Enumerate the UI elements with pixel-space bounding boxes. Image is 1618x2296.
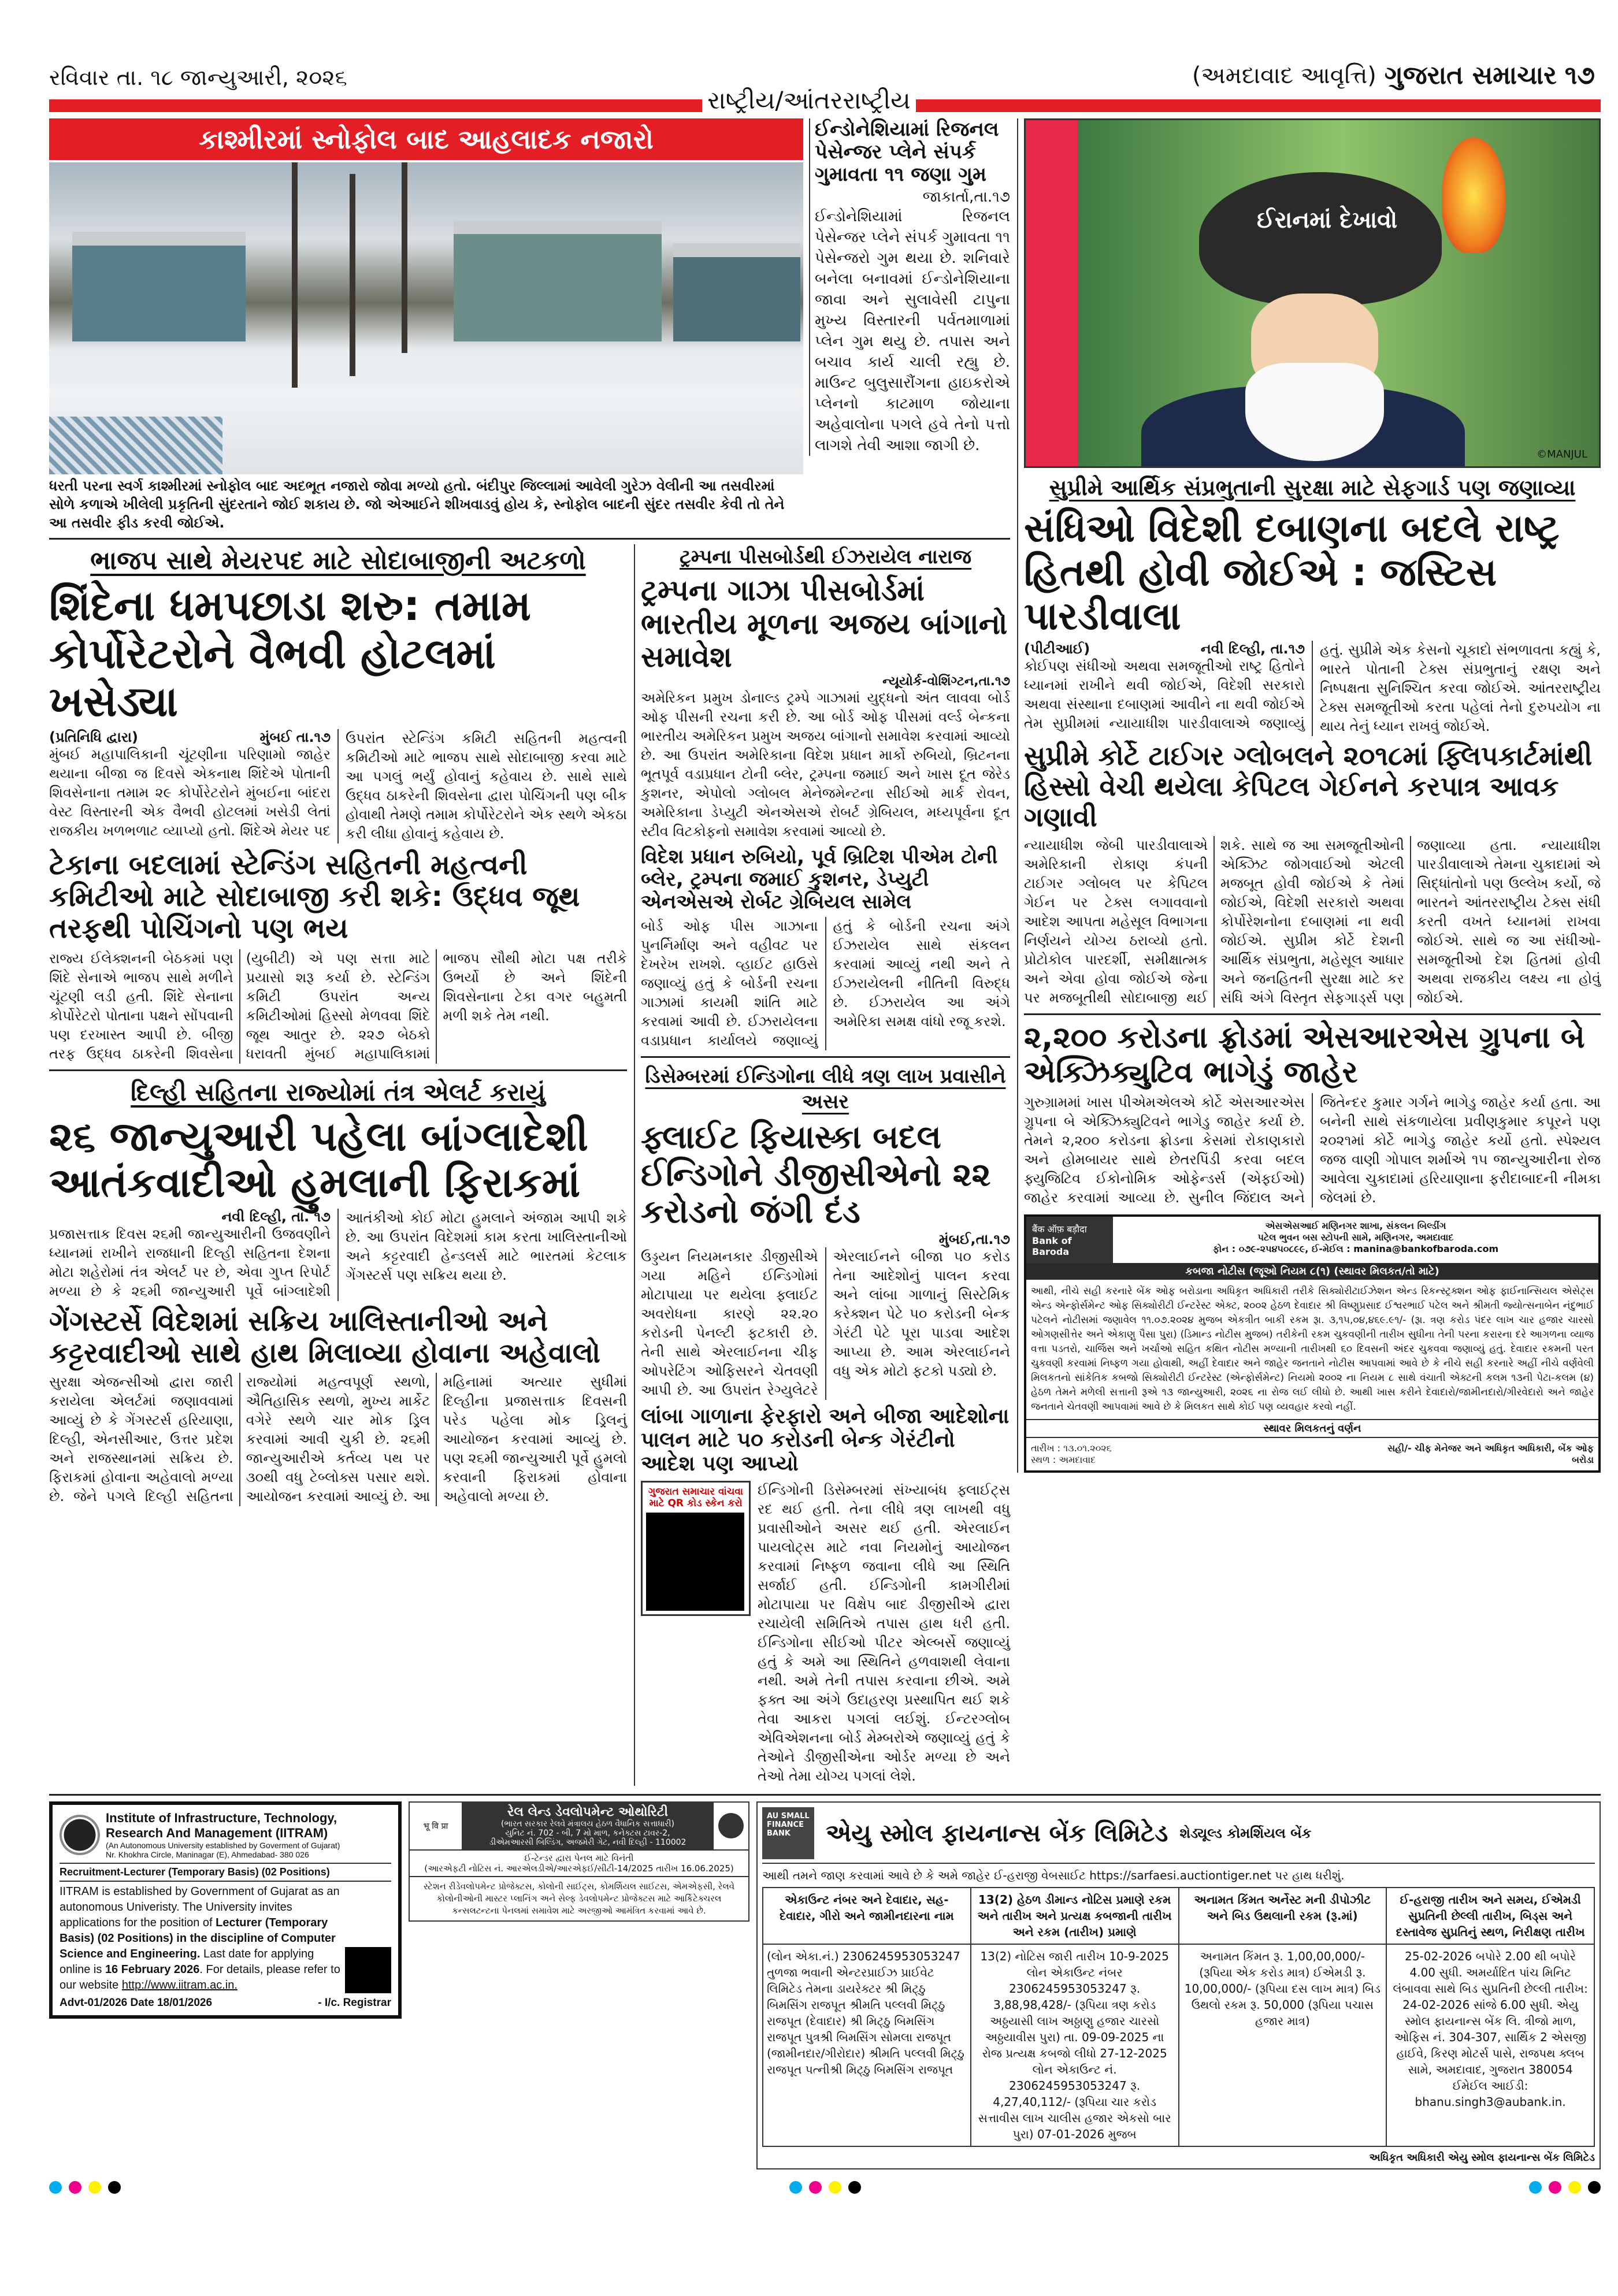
trump-body: અમેરિકન પ્રમુખ ડોનાલ્ડ ટ્રમ્પે ગાઝામાં યુદ્ધનો અંત લાવવા બોર્ડ ઓફ પીસની રચના કરી છે. આ બોર્ડ ઓફ પીસમાં વર્લ્ડ બેન્કના ભારતીય અમેરિકન પ્રમુખ અજય બાંગાનો સમાવેશ કરવામાં આવ્યો છે. આ ઉપરાંત અમેરિકાના વિદેશ પ્રધાન માર્કો રુબિયો, બ્રિટનના ભૂતપૂર્વ વડાપ્રધાન ટોની બ્લેર, ટ્રમ્પના જમાઈ અને ખાસ દૂત જેરેડ કુશનર, એપોલો ગ્લોબલ મેનેજમેન્ટના સીઈઓ માર્ક રોવન, અમેરિકાના ડેપ્યુટી એનએસએ રોબર્ટ ગ્રેબિયલ, મધ્યપૂર્વના દૂત સ્ટીવ વિટકોફનો સમાવેશ કરવામાં આવ્યો છે.	[641, 689, 1010, 839]
qr-code-box	[641, 1481, 751, 1616]
bob-branch: એસએસઆઈ મણિનગર શાખા, સંકલન બિલ્ડીંગ	[1265, 1220, 1446, 1232]
rlda-address: ડીએમઆરસી બિલ્ડિંગ, અજમેરી ગેટ, નવી દિલ્હી - 110002	[489, 1837, 686, 1847]
justice-kicker: સુપ્રીમે આર્થિક સંપ્રભુતાની સુરક્ષા માટે સેફગાર્ડ પણ જણાવ્યા	[1049, 475, 1576, 500]
bob-notice-title: કબજા નોટીસ (જૂઓ નિયમ ૮(૧) (સ્થાવર મિલકત/તો માટે)	[1026, 1263, 1598, 1280]
bob-contact: ફોન : ૦૭૯-૨૫૪૫૦૮૯૯, ઈ-મેઈલ : manina@bankofbaroda.com	[1212, 1243, 1499, 1255]
iitram-last-date: 16 February 2026	[105, 1963, 200, 1976]
bob-signoff: સહી/- ચીફ મેનેજર અને અધિકૃત અધિકારી, બેંક ઓફ બરોડા	[1387, 1443, 1594, 1466]
iitram-position: Lecturer (Temporary Basis) (02 Positions) in the discipline of Computer Science and Engineering.	[60, 1916, 336, 1960]
bank-of-baroda-possession-notice	[1024, 1214, 1601, 1473]
left-column	[49, 544, 627, 1506]
color-dot	[1529, 2181, 1542, 2194]
table-header: 13(2) હેઠળ ડીમાન્ડ નોટિસ પ્રમાણે રકમ અને તારીખ અને પ્રત્યક્ષ કબજાની તારીખ અને રકમ (તારીખ) પ્રમાણે	[971, 1888, 1179, 1944]
cartoonist-signature: ©MANJUL	[1537, 448, 1587, 460]
au-bank-auction-ad	[756, 1801, 1601, 2169]
kashmir-headline: કાશ્મીરમાં સ્નોફોલ બાદ આહલાદક નજારો	[49, 118, 803, 160]
shinde-subheadline: ટેકાના બદલામાં સ્ટેન્ડિંગ સહિતની મહત્વની કમિટીઓ માટે સોદાબાજી કરી શકે: ઉદ્ધવ જૂથ તરફથી પોચિંગનો પણ ભય	[49, 848, 580, 945]
print-color-marks-center	[789, 2181, 861, 2194]
masthead-right	[1192, 61, 1595, 90]
editorial-cartoon	[1024, 118, 1601, 468]
print-color-marks-left	[49, 2181, 121, 2194]
trump-subheadline: વિદેશ પ્રધાન રુબિયો, પૂર્વ બ્રિટિશ પીએમ ટોની બ્લેર, ટ્રમ્પના જમાઈ કુશનર, ડેપ્યુટી એનએસએ રોર્બટ ગ્રેબિયલ સામેલ	[641, 845, 998, 913]
table-cell: અનામત કિંમત રૂ. 1,00,00,000/- (રૂપિયા એક કરોડ માત્ર) ઈએમડી રૂ. 10,00,000/- (રૂપિયા દસ લાખ માત્ર) બિડ ઉથલો રકમ રૂ. 50,000 (રૂપિયા પચાસ હજાર માત્ર)	[1179, 1944, 1387, 2146]
rlda-tender-ad	[409, 1801, 749, 1922]
newspaper-logo: ગુજરાત સમાચાર	[1384, 61, 1557, 90]
red-rule-left	[49, 99, 702, 112]
au-intro: આથી તમને જાણ કરવામાં આવે છે કે અમે જાહેર ઈ-હરાજી વેબસાઈટ https://sarfaesi.auctiontiger.net પર હાથ ધરીશું.	[762, 1868, 1345, 1882]
iitram-recruitment-title: Recruitment-Lecturer (Temporary Basis) (02 Positions)	[60, 1864, 391, 1882]
bob-logo-english: Bank of Baroda	[1032, 1235, 1072, 1258]
kashmir-photo-caption: ધરતી પરના સ્વર્ગ કાશ્મીરમાં સ્નોફોલ બાદ અદભૂત નજારો જોવા મળ્યો હતો. બંદીપુર જિલ્લામાં આવેલી ગુરેઝ વેલીની આ તસવીરમાં સોળે કળાએ ખીલેલી પ્રકૃતિની સુંદરતાને જોઈ શકાય છે. જો એઆઈને શીખવાડવું હોય કે, સ્નોફોલ બાદની સુંદર તસવીર કેવી તો તેને આ તસવીર ફીડ કરવી જોઈએ.	[49, 478, 785, 531]
iitram-body: IITRAM is established by Government of Gujarat as an autonomous Univeristy. The University invites applications for the position of	[60, 1885, 340, 1929]
au-bank-logo: AU SMALL FINANCE BANK	[762, 1807, 814, 1859]
indigo-kicker: ડિસેમ્બરમાં ઈન્ડિગોના લીધે ત્રણ લાખ પ્રવાસીને અસર	[645, 1064, 1006, 1114]
bob-place: સ્થળ : અમદાવાદ	[1031, 1454, 1096, 1466]
au-bank-tag: શેડ્યૂલ્ડ કોમર્શિયલ બેંક	[1179, 1825, 1312, 1841]
color-dot	[108, 2181, 121, 2194]
color-dot	[829, 2181, 841, 2194]
color-dot	[809, 2181, 822, 2194]
bob-schedule-title: સ્થાવર મિલકતનું વર્ણન	[1026, 1419, 1598, 1438]
table-row	[763, 1944, 1594, 2146]
bob-logo-hindi: बैंक ऑफ़ बड़ौदा	[1032, 1224, 1087, 1235]
shinde-body-2: રાજ્ય ઈલેક્શનની બેઠકમાં પણ શિંદે સેનાએ ભાજપ સાથે મળીને ચૂંટણી લડી હતી. શિંદે સેનાના કોર્પોરેટરો પોતાના પક્ષને સોંપવાની પણ દરખાસ્ત આપી છે. બીજી તરફ ઉદ્ધવ ઠાકરેની શિવસેના (યુબીટી) એ પણ સત્તા માટે પ્રયાસો શરૂ કર્યા છે. સ્ટેન્ડિંગ કમિટી ઉપરાંત અન્ય કમિટીઓમાં હિસ્સો મેળવવા શિંદે જૂથ આતુર છે. ૨૨૭ બેઠકો ધરાવતી મુંબઈ મહાપાલિકામાં ભાજપ સૌથી મોટા પક્ષ તરીકે ઉભર્યો છે અને શિંદેની શિવસેનાના ટેકા વગર બહુમતી મળી શકે તેમ નથી.	[49, 950, 627, 1062]
page-number: ૧૭	[1564, 61, 1595, 90]
delhi-dateline: નવી દિલ્હી, તા. ૧૭	[221, 1208, 331, 1225]
iitram-address: Nr. Khokhra Circle, Maninagar (E), Ahmedabad- 380 026	[106, 1849, 309, 1859]
indigo-body-2: ઈન્ડિગોની ડિસેમ્બરમાં સંખ્યાબંધ ફ્લાઈટ્સ રદ થઈ હતી. તેના લીધે ત્રણ લાખથી વધુ પ્રવાસીઓને અસર થઈ હતી. એરલાઈન પાયલોટ્સ માટે નવા નિયમોનું આયોજન કરવામાં નિષ્ફળ જવાના લીધે આ સ્થિતિ સર્જાઈ હતી. ઈન્ડિગોની કામગીરીમાં મોટાપાયા પર વિક્ષેપ બાદ ડીજીસીએ દ્વારા રચાયેલી સમિતિએ તપાસ હાથ ધરી હતી. ઈન્ડિગોના સીઈઓ પીટર એલ્બર્સે જણાવ્યું હતું કે અમે આ સ્થિતિને હળવાશથી લેવાના નથી. અમે તેની તપાસ કરવાના છીએ. અમે ફક્ત આ અંગે ઉદાહરણ પ્રસ્થાપિત થઈ શકે તેવા આકરા પગલાં લઈશું. ઈન્ટરગ્લોબ એવિએશનના બોર્ડ મેમ્બરોએ જણાવ્યું હતું કે તેઓને ડીજીસીએના ઓર્ડર મળ્યા છે અને તેઓ તેમા યોગ્ય પગલાં લેશે.	[758, 1481, 1010, 1784]
iitram-advt-number: Advt-01/2026 Date 18/01/2026	[60, 1996, 213, 2009]
justice-subheadline: સુપ્રીમે કોર્ટે ટાઈગર ગ્લોબલને ૨૦૧૮માં ફ્લિપકાર્ટમાંથી હિસ્સો વેચી થયેલા કેપિટલ ગેઈનને કરપાત્ર આવક ગણાવી	[1024, 740, 1593, 833]
bob-date: તારીખ : ૧૩.૦૧.૨૦૨૬	[1031, 1443, 1112, 1454]
srs-article	[1024, 1021, 1601, 1208]
color-dot	[1588, 2181, 1601, 2194]
middle-column	[634, 544, 1010, 1786]
justice-body-2: ન્યાયાધીશ જેબી પારડીવાલાએ અમેરિકાની રોકાણ કંપની ટાઈગર ગ્લોબલ પર કેપિટલ ગેઈન પર ટેક્સ લગાવવાનો આદેશ આપતા મહેસૂલ વિભાગના નિર્ણયને યોગ્ય ઠરાવ્યો હતો. પ્રોટોકોલ પારદર્શી, સમીક્ષાત્મક અને એવા હોવા જોઈએ જેના પર મજબૂતીથી સોદાબાજી થઈ શકે. સાથે જ આ સમજૂતીઓની એક્ઝિટ જોગવાઈઓ એટલી મજબૂત હોવી જોઈએ કે તેમાં જોઈએ, વિદેશી સરકારો અથવા કોર્પોરેશનોના દબાણમાં ના થવી જોઈએ. સુપ્રીમ કોર્ટે દેશની આર્થિક સંપ્રભુતા, મહેસૂલ આધાર અને જનહિતની સુરક્ષા માટે કર સંધિ અંગે વિસ્તૃત સેફગાર્ડ્સ પણ જણાવ્યા હતા. ન્યાયાધીશ પારડીવાલાએ તેમના ચુકાદામાં એ સિદ્ધાંતોનો પણ ઉલ્લેખ કર્યો, જે ભારતને આંતરરાષ્ટ્રીય ટેક્સ સંધી કરતી વખતે ધ્યાનમાં રાખવા જોઈએ. સાથે જ આ સંધીઓ-સમજૂતીઓ દેશ હિતમાં હોવી અથવા રાજકીય લક્ષ્ય ના હોવું જોઈએ.	[1024, 837, 1601, 1006]
indonesia-body: ઈન્ડોનેશિયામાં રિજનલ પેસેન્જર પ્લેને સંપર્ક ગુમાવતા ૧૧ પેસેન્જરો ગુમ થયા છે. શનિવારે બનેલા બનાવમાં ઈન્ડોનેશિયાના જાવા અને સુલાવેસી ટાપુના મુખ્ય વિસ્તારની પર્વતમાળામાં પ્લેન ગુમ થયુ છે. તપાસ અને બચાવ કાર્ય ચાલી રહ્યુ છે. માઉન્ટ બુલુસારૌંગના હાઇકરોએ પ્લેનનો કાટમાળ જોયાના અહેવાલોના પગલે હવે તેનો પત્તો લાગશે તેવી આશા જાગી છે.	[815, 208, 1010, 455]
table-cell: 13(2) નોટિસ જારી તારીખ 10-9-2025 લોન એકાઉન્ટ નંબર 2306245953053247 રૂ. 3,88,98,428/- (રૂપિયા ત્રણ કરોડ અઠ્ઠયાસી લાખ અઠ્ઠાણુ હજાર ચારસો અઠ્ઠયાવીસ પુરા) તા. 09-09-2025 ના રોજ પ્રત્યક્ષ કબજો લીધો 27-12-2025 લોન એકાઉન્ટ નં. 2306245953053247 રૂ. 4,27,40,112/- (રૂપિયા ચાર કરોડ સત્તાવીસ લાખ ચાલીસ હજાર એકસો બાર પુરા) 07-01-2026 મુજબ	[971, 1944, 1179, 2146]
rlda-notice-title: ઈ-ટેન્ડર દ્વારા પેનલ માટે વિનંતી	[524, 1852, 634, 1863]
iitram-subtitle: (An Autonomous University established by Goverment of Gujarat)	[106, 1840, 340, 1850]
justice-byline: (પીટીઆઈ)	[1024, 641, 1090, 657]
delhi-subheadline: ગેંગસ્ટર્સે વિદેશમાં સક્રિય ખાલિસ્તાનીઓ અને કટ્ટરવાદીઓ સાથે હાથ મિલાવ્યા હોવાના અહેવાલો	[49, 1305, 601, 1369]
rlda-logo: भू वि प्रा	[423, 1821, 448, 1831]
rlda-address: યુનિટ નં. 702 - બી, 7 મો માળ, કનેક્ટસ ટાવર-2,	[505, 1828, 670, 1838]
indigo-subheadline: લાંબા ગાળાના ફેરફારો અને બીજા આદેશોના પાલન માટે ૫૦ કરોડની બેન્ક ગેરંટીનો આદેશ પણ આપ્યો	[641, 1404, 1010, 1476]
delhi-body: પ્રજાસત્તાક દિવસ ૨૬મી જાન્યુઆરીની ઉજવણીને ધ્યાનમાં રાખીને રાજધાની દિલ્હી સહિતના દેશના મોટા શહેરોમાં તંત્ર એલર્ટ પર છે, એવા ગુપ્ત રિપોર્ટ મળ્યા છે કે ૨૬મી જાન્યુઆરી પૂર્વે બાંગ્લાદેશી આતંકીઓ કોઈ મોટા હુમલાને અંજામ આપી શકે છે. આ ઉપરાંત વિદેશમાં કામ કરતા ખાલિસ્તાનીઓ અને કટ્ટરવાદી હેન્ડલર્સ માટે ભારતમાં કેટલાક ગેંગસ્ટર્સ પણ સક્રિય થયા છે.	[49, 1209, 627, 1299]
justice-article	[1024, 474, 1601, 1008]
color-dot	[789, 2181, 802, 2194]
iitram-signoff: - I/c. Registrar	[318, 1996, 391, 2009]
shinde-dateline: મુંબઈ તા.૧૭	[259, 729, 331, 745]
au-signoff: અધિકૃત અધિકારી એયુ સ્મોલ ફાયનાન્સ બેંક લિમિટેડ	[1369, 2151, 1595, 2164]
table-cell: 25-02-2026 બપોરે 2.00 થી બપોરે 4.00 સુધી. અમર્યાદિત પાંચ મિનિટ લંબાવવા સાથે બિડ સુપ્રતિની છેલ્લી તારીખ: 24-02-2026 સાંજે 6.00 સુધી. એયુ સ્મોલ ફાયનાન્સ બેંક લિ. ત્રીજો માળ, ઓફિસ નં. 304-307, સાર્થિક 2 એસજી હાઈવે, કિરણ મોટર્સ પાસે, રાજપથ ક્લબ સામે, અમદાવાદ, ગુજરાત 380054 ઈમેઈલ આઈડી: bhanu.singh3@aubank.in.	[1386, 1944, 1594, 2146]
left-zone	[49, 118, 1010, 1786]
color-dot	[49, 2181, 62, 2194]
indigo-dateline: મુંબઈ,તા.૧૭	[938, 1231, 1010, 1247]
iitram-website-link[interactable]: http://www.iitram.ac.in.	[121, 1978, 237, 1992]
color-dot	[1549, 2181, 1561, 2194]
indonesia-headline: ઈન્ડોનેશિયામાં રિજનલ પેસેન્જર પ્લેને સંપર્ક ગુમાવતા ૧૧ જણા ગુમ	[815, 118, 999, 187]
indigo-article	[641, 1064, 1010, 1786]
au-bank-title: એયુ સ્મોલ ફાયનાન્સ બેંક લિમિટેડ	[826, 1818, 1168, 1847]
bob-logo	[1026, 1217, 1113, 1263]
delhi-article	[49, 1077, 627, 1506]
divider	[641, 1056, 1010, 1058]
shinde-body: મુંબઈ મહાપાલિકાની ચૂંટણીના પરિણામો જાહેર થયાના બીજા જ દિવસે એકનાથ શિંદેએ પોતાની શિવસેનાના તમામ ૨૯ કોર્પોરેટરોને મુંબઈના બાંદરા વેસ્ટ વિસ્તારની એક વૈભવી હોટલમાં ખસેડી લેતાં રાજકીય ખળભળાટ વ્યાપ્યો હતો. શિંદેએ મેયર પદ ઉપરાંત સ્ટેન્ડિંગ કમિટી સહિતની મહત્વની કમિટીઓ માટે ભાજપ સાથે સોદાબાજી કરવા માટે આ પગલું ભર્યું હોવાનું કહેવાય છે. સાથે સાથે ઉદ્ધવ ઠાકરેની શિવસેના દ્વારા પોચિંગની પણ બીક હોવાથી તેમણે તમામ કોર્પોરેટરોને એક સ્થળે એકઠા કરી લીધા હોવાનું કહેવાય છે.	[49, 730, 627, 842]
red-rule-right	[916, 99, 1601, 112]
print-color-marks-right	[1529, 2181, 1601, 2194]
page-content	[49, 118, 1601, 2205]
delhi-body-2: સુરક્ષા એજન્સીઓ દ્વારા જારી કરાયેલા એલર્ટમાં જણાવવામાં આવ્યું છે કે ગેંગસ્ટર્સ હરિયાણા, દિલ્હી, એનસીઆર, ઉત્તર પ્રદેશ અને રાજસ્થાનમાં સક્રિય છે. ફિરાકમાં હોવાના અહેવાલો મળ્યા છે. જેને પગલે દિલ્હી સહિતના રાજ્યોમાં મહત્વપૂર્ણ સ્થળો, ઐતિહાસિક સ્થળો, મુખ્ય માર્કેટ વગેરે સ્થળે ચાર મોક ડ્રિલ કરવામાં આવી ચુકી છે. ૨૬મી જાન્યુઆરીએ કર્તવ્ય પથ પર ૩૦થી વધુ ટેબ્લોક્સ પસાર થશે. આયોજન કરવામાં આવ્યું છે. આ મહિનામાં અત્યાર સુધીમાં દિલ્હીના પ્રજાસત્તાક દિવસની પરેડ પહેલા મોક ડ્રિલનું આયોજન કરવામાં આવ્યું છે. પણ ૨૬મી જાન્યુઆરી પૂર્વે હુમલો કરવાની ફિરાકમાં હોવાના અહેવાલો મળ્યા છે.	[49, 1374, 627, 1505]
shinde-article	[49, 544, 627, 1064]
table-header: એકાઉન્ટ નંબર અને દેવાદાર, સહ-દેવાદાર, ગીરો અને જામીનદારના નામ	[763, 1888, 971, 1944]
indigo-headline: ફ્લાઈટ ફિયાસ્કા બદલ ઈન્ડિગોને ડીજીસીએનો ૨૨ કરોડનો જંગી દંડ	[641, 1119, 991, 1231]
trump-dateline: ન્યૂયોર્ક-વોશિંગ્ટન,તા.૧૭	[882, 674, 1010, 689]
trump-body-2: બોર્ડ ઓફ પીસ ગાઝાના પુનર્નિર્માણ અને વહીવટ પર દેખરેખ રાખશે. વ્હાઈટ હાઉસે જણાવ્યું હતું કે બોર્ડની રચના ગાઝામાં કાયમી શાંતિ માટે કરવામાં આવી છે. ઈઝરાયેલના વડાપ્રધાન કાર્યાલયે જણાવ્યું હતું કે બોર્ડની રચના અંગે ઈઝરાયેલ સાથે સંકલન કરવામાં આવ્યું નથી અને તે ઈઝરાયેલની નીતિની વિરુદ્ધ છે. ઈઝરાયેલ આ અંગે અમેરિકા સમક્ષ વાંધો રજૂ કરશે.	[641, 917, 1010, 1049]
indonesia-article	[809, 118, 1010, 456]
rlda-title: રેલ લેન્ડ ડેવલોપમેન્ટ ઓથોરિટી	[507, 1804, 669, 1819]
shinde-kicker: ભાજપ સાથે મેયરપદ માટે સોદાબાજીની અટકળો	[90, 546, 586, 575]
shinde-byline: (પ્રતિનિધિ દ્વારા)	[49, 729, 139, 745]
indian-railways-emblem	[718, 1813, 744, 1838]
issue-date: રવિવાર તા. ૧૮ જાન્યુઆરી, ૨૦૨૬	[49, 65, 347, 90]
justice-dateline: નવી દિલ્હી, તા.૧૭	[1200, 641, 1305, 657]
trump-headline: ટ્રમ્પના ગાઝા પીસબોર્ડમાં ભારતીય મૂળના અજય બાંગાનો સમાવેશ	[641, 574, 1008, 674]
iitram-title-line1: Institute of Infrastructure, Technology,	[106, 1810, 337, 1825]
auction-table	[762, 1887, 1595, 2147]
shinde-headline: શિંદેના ધમપછાડા શરુ: તમામ કોર્પોરેટરોને વૈભવી હોટલમાં ખસેડ્યા	[49, 581, 531, 726]
table-cell: (લોન એકા.નં.) 2306245953053247 તુળજા ભવાની એન્ટરપ્રાઈઝ પ્રાઈવેટ લિમિટેડ તેમના ડાયરેક્ટર શ્રી મિટ્ઠુ બિમસિંગ રાજપૂત શ્રીમતિ પલ્લવી મિટ્ઠુ રાજપૂત (દેવાદાર) શ્રી મિટ્ઠુ બિમસિંગ રાજપૂત પુત્રશ્રી બિમસિંગ સોમલા રાજપૂત (જામીનદાર/ગીરોદાર) શ્રીમતિ પલ્લવી મિટ્ઠુ રાજપૂત પત્નીશ્રી મિટ્ઠુ બિમસિંગ રાજપૂત	[763, 1944, 971, 2146]
indigo-body: ઉડ્ડયન નિયમનકાર ડીજીસીએ ગયા મહિને ઈન્ડિગોમાં મોટાપાયા પર થયેલા ફ્લાઈટ અવરોધના કારણે ૨૨.૨૦ કરોડની પેનલ્ટી ફટકારી છે. તેની સાથે એરલાઈનના ચીફ ઓપરેટિંગ ઓફિસરને ચેતવણી આપી છે. આ ઉપરાંત રેગ્યુલેટરે એરલાઈનને બીજા ૫૦ કરોડ તેના આદેશોનું પાલન કરવા અને લાંબા ગાળાનું સિસ્ટેમિક કરેક્શન પેટે ૫૦ કરોડની બેન્ક ગેરંટી પેટે પૂરા પાડવા આદેશ આપ્યા છે. આમ એરલાઈનને વધુ એક મોટો ફટકો પડ્યો છે.	[641, 1248, 1010, 1398]
srs-headline: ૨,૨૦૦ કરોડના ફ્રોડમાં એસઆરએસ ગ્રુપના બે એક્ઝિક્યુટિવ ભાગેડું જાહેર	[1024, 1020, 1585, 1090]
color-dot	[1568, 2181, 1581, 2194]
color-dot	[848, 2181, 861, 2194]
qr-label: ગુજરાત સમાચાર વાંચવા માટે QR કોડ સ્કેન કરો	[648, 1485, 744, 1509]
color-dot	[69, 2181, 81, 2194]
rlda-subtitle: (ભારત સરકાર રેલવે મંત્રાલય હેઠળ વૈધાનિક સત્તાધારી)	[500, 1819, 674, 1829]
table-header: ઈ-હરાજી તારીખ અને સમય, ઈએમડી સુપ્રતિની છેલ્લી તારીખ, બિડ્સ અને દસ્તાવેજ સુપ્રતિનું સ્થળ, નિરીક્ષણ તારીખ	[1386, 1888, 1594, 1944]
right-zone	[1017, 118, 1601, 1473]
edition-label: (અમદાવાદ આવૃત્તિ)	[1192, 62, 1376, 89]
iitram-recruitment-ad	[49, 1801, 402, 2019]
iitram-title-line2: Research And Management (IITRAM)	[106, 1825, 328, 1840]
delhi-headline: ૨૬ જાન્યુઆરી પહેલા બાંગ્લાદેશી આતંકવાદીઓ હુમલાની ફિરાકમાં	[49, 1112, 588, 1207]
flame-illustration	[1442, 138, 1505, 253]
advertisement-band	[49, 1794, 1601, 2169]
kashmir-snow-photo	[49, 162, 803, 474]
rlda-notice-number: (આરએફટી નોટિસ નં. આરએલડીએ/આરએફઈ/સીટી-14/2025 તારીખ 16.06.2025)	[424, 1863, 734, 1874]
cartoon-label: ઈરાનમાં દેખાવો	[1257, 207, 1398, 233]
divider	[49, 1069, 627, 1071]
print-marks-row	[49, 2181, 1601, 2205]
bob-notice-body: આથી, નીચે સહી કરનારે બેંક ઓફ બરોડાના અધિકૃત અધિકારી તરીકે સિક્યોરીટાઈઝેશન એન્ડ રિકન્સ્ટ્રક્શન ઓફ ફાઈનાન્સિયલ એસેટ્સ એન્ડ એન્ફોર્સમેન્ટ ઓફ સિક્યોરીટી ઈન્ટરેસ્ટ એક્ટ, ૨૦૦૨ હેઠળ દેવાદાર શ્રી વિષ્ણુપ્રસાદ ઈશ્વરભાઈ પટેલ અને શ્રીમતી જ્યોત્સનાબેન નંદુભાઈ પટેલને નોટીસમાં જણાવેલ ૧૧.૦૭.૨૦૨૪ મુજબ એકત્રીત બાકી રકમ રૂા. ૩,૧૫,૦૪,૪૬૯.૯૧/- (રૂા. ત્રણ કરોડ પંદર લાખ ચાર હજાર ચારસો ઓગણસીત્તેર અને એકાણુ પૈસા પુરા) (ડિમાન્ડ નોટીસ મુજબ) તરીકેની રકમ ચુકવણીની તારીખ સુધીના તેની પરના કરારના દરે આગળના વ્યાજ વત્તા પડતરો, ચાર્જિસ અને ખર્ચાઓ સહિત કથિત નોટીસ મળ્યાની તારીખથી ૬૦ દિવસની અંદર ચુકવવા જણાવ્યું હતું. દેવાદાર રકમની પરત ચુકવણી કરવામાં નિષ્ફળ ગયા હોવાથી, અહીં દેવાદાર અને જાહેર જનતાને નોટીસ આપવામાં આવે છે કે નીચે સહી કરનારે અહીં નીચે વર્ણવેલી મિલકતનો સાંકેતિક કબજો સિક્યોરીટી ઈન્ટરેસ્ટ (એન્ફોર્સમેન્ટ) નિયમો ૨૦૦૨ ના નિયમ ૮ સાથે વંચાતી એક્ટની કલમ ૧૩ની પેટા-કલમ (૪) હેઠળ તેમને મળેલી સત્તાની રૂએ ૧૩ જાન્યુઆરી, ૨૦૨૬ ના રોજ લઈ લીધો છે. આથી ખાસ કરીને દેવાદારો/જામીનદારો/ગીરવેદારો અને જાહેર જનતાને ચેતવણી આપવામાં આવે છે કે મિલકત સાથે કોઈ પણ વ્યવહાર કરવો નહીં.	[1031, 1286, 1594, 1413]
srs-body: ગુરુગ્રામમાં ખાસ પીએમએલએ કોર્ટે એસઆરએસ ગ્રુપના બે એક્ઝિક્યુટિવને ભાગેડુ જાહેર કર્યા છે. તેમને ૨,૨૦૦ કરોડના ફ્રોડના કેસમાં રોકાણકારો અને હોમબાયર સાથે છેતરપિંડી કરવા બદલ ફ્યુજિટિવ ઈકોનોમિક ઓફેન્ડર્સ (એફઈઓ) જાહેર કરવામાં આવ્યા છે. સુનીલ જિંદાલ અને જિતેન્દર કુમાર ગર્ગને ભાગેડુ જાહેર કર્યા હતા. આ બનેની સાથે સંકળાયેલા પ્રવીણકુમાર કપૂરને પણ ૨૦૨૧માં કોર્ટે ભાગેડુ જાહેર કર્યો હતો. સ્પેશ્યલ જજ વાણી ગોપાલ શર્માએ ૧૫ જાન્યુઆરીના રોજ આવેલા ચુકાદામાં હરિયાણાના ફરીદાબાદની નીમકા જેલમાં છે.	[1024, 1094, 1601, 1206]
divider	[1024, 1013, 1601, 1015]
bob-address: પટેલ ભુવન બસ સ્ટોપની સામે, મણિનગર, અમદાવાદ	[1257, 1232, 1454, 1243]
rlda-body: સ્ટેશન રીડેવલોપમેન્ટ પ્રોજેક્ટસ, કોલોની સાઈટ્સ, કોમર્શિયલ સાઈટસ, એમએફસી, રેલવે કોલોનીઓની માસ્ટર પ્લાનિંગ અને સેલ્ફ ડેવલોપમેન્ટ પ્રોજેક્ટસ માટે આર્કિટેક્ચરલ કન્સલટન્ટના પેનલમાં સમાવેશ માટે અરજીઓ આમંત્રિત કરવામાં આવે છે.	[423, 1881, 735, 1916]
delhi-kicker: દિલ્હી સહિતના રાજ્યોમાં તંત્ર એલર્ટ કરાયું	[131, 1078, 545, 1107]
color-dot	[88, 2181, 101, 2194]
iitram-body: . For details, please refer to our website	[60, 1963, 340, 1992]
justice-body: કોઈપણ સંધીઓ અથવા સમજૂતીઓ રાષ્ટ્ર હિતોને ધ્યાનમાં રાખીને થવી જોઈએ, વિદેશી સરકારો અથવા સંસ્થાના દબાણમાં આવીને ના થવી જોઈએ તેમ સુપ્રીમમાં ન્યાયાધીશ પારડીવાલાએ જણાવ્યું હતું. સુપ્રીમે એક કેસનો ચૂકાદો સંભળાવતા કહ્યું કે, ભારતે પોતાની ટેક્સ સંપ્રભુતાનું રક્ષણ અને નિષ્પક્ષતા સુનિશ્ચિત કરવા જોઈએ. આંતરરાષ્ટ્રીય ટેક્સ સમજૂતીઓ કરતા પહેલાં તેનો દુરુપયોગ ના થાય તેનું ધ્યાન રાખવું જોઈએ.	[1024, 642, 1601, 735]
section-title: રાષ્ટ્રીય/આંતરરાષ્ટ્રીય	[702, 80, 916, 121]
kashmir-photo-story	[49, 118, 803, 532]
trump-kicker: ટ્રમ્પના પીસબોર્ડથી ઈઝરાયેલ નારાજ	[679, 545, 972, 569]
table-header: અનામત કિંમત અર્નેસ્ટ મની ડીપોઝીટ અને બિડ ઉથલાની રકમ (રૂ.માં)	[1179, 1888, 1387, 1944]
iitram-logo	[60, 1815, 100, 1855]
indonesia-dateline: જાકાર્તા,તા.૧૭	[922, 188, 1010, 206]
trump-article	[641, 544, 1010, 1050]
justice-headline: સંધિઓ વિદેશી દબાણના બદલે રાષ્ટ્ર હિતથી હોવી જોઈએ : જસ્ટિસ પારડીવાલા	[1024, 506, 1560, 639]
qr-code[interactable]	[646, 1513, 744, 1611]
iitram-qr-code[interactable]	[345, 1947, 391, 1993]
iitram-body: Last date for applying online is	[60, 1947, 314, 1976]
